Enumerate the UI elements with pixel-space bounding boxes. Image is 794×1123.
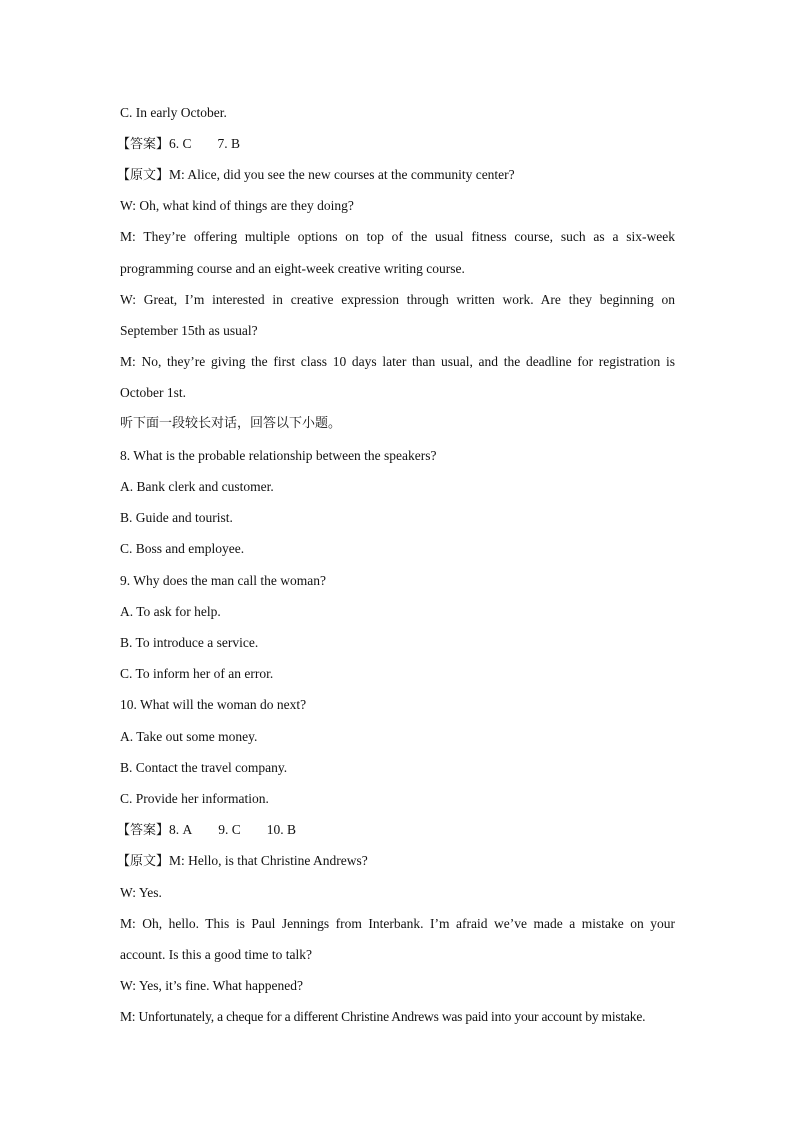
transcript-line-5: W: Great, I’m interested in creative expression through written work. Are they beginning on	[120, 292, 675, 307]
transcript-line-3: M: They’re offering multiple options on top of the usual fitness course, such as a six-week	[120, 229, 675, 244]
option-c-early-october: C. In early October.	[120, 105, 227, 120]
question-10-option-c: C. Provide her information.	[120, 791, 269, 806]
transcript-tag: 【原文】	[117, 854, 170, 869]
question-8-option-a: A. Bank clerk and customer.	[120, 479, 274, 494]
transcript-line-1	[117, 167, 672, 184]
answer-8: 8. A	[169, 822, 193, 837]
transcript-text: M: Hello, is that Christine Andrews?	[169, 853, 368, 868]
question-10-option-b: B. Contact the travel company.	[120, 760, 288, 775]
answer-line-8-10	[117, 822, 672, 839]
question-8-option-c: C. Boss and employee.	[120, 541, 245, 556]
transcript-text: M: Alice, did you see the new courses at the community center?	[169, 167, 515, 182]
answer-7: 7. B	[217, 136, 241, 151]
transcript-line-4: programming course and an eight-week creative writing course.	[120, 261, 465, 276]
question-10: 10. What will the woman do next?	[120, 697, 307, 712]
transcript-line-8: October 1st.	[120, 385, 186, 400]
transcript-line-7: M: No, they’re giving the first class 10 days later than usual, and the deadline for registration is	[120, 354, 675, 369]
answer-10: 10. B	[266, 822, 297, 837]
transcript-tag: 【原文】	[117, 168, 170, 183]
answer-line-6-7	[117, 136, 672, 153]
answer-tag: 【答案】	[117, 137, 170, 152]
transcript2-line-2: W: Yes.	[120, 885, 162, 900]
transcript2-line-3: M: Oh, hello. This is Paul Jennings from Interbank. I’m afraid we’ve made a mistake on your	[120, 916, 675, 931]
transcript-line-2: W: Oh, what kind of things are they doing?	[120, 198, 354, 213]
answer-tag: 【答案】	[117, 823, 170, 838]
question-10-option-a: A. Take out some money.	[120, 729, 258, 744]
question-9: 9. Why does the man call the woman?	[120, 573, 326, 588]
question-8: 8. What is the probable relationship between the speakers?	[120, 448, 437, 463]
transcript2-line-6: M: Unfortunately, a cheque for a different Christine Andrews was paid into your account by mistake.	[120, 1009, 646, 1024]
transcript-line-6: September 15th as usual?	[120, 323, 258, 338]
answer-9: 9. C	[218, 822, 241, 837]
answer-6: 6. C	[169, 136, 192, 151]
question-9-option-b: B. To introduce a service.	[120, 635, 259, 650]
section-instruction: 听下面一段较长对话，回答以下小题。	[120, 416, 342, 431]
question-9-option-a: A. To ask for help.	[120, 604, 221, 619]
question-9-option-c: C. To inform her of an error.	[120, 666, 274, 681]
transcript2-line-1	[117, 853, 672, 870]
transcript2-line-4: account. Is this a good time to talk?	[120, 947, 312, 962]
transcript2-line-5: W: Yes, it’s fine. What happened?	[120, 978, 303, 993]
question-8-option-b: B. Guide and tourist.	[120, 510, 233, 525]
